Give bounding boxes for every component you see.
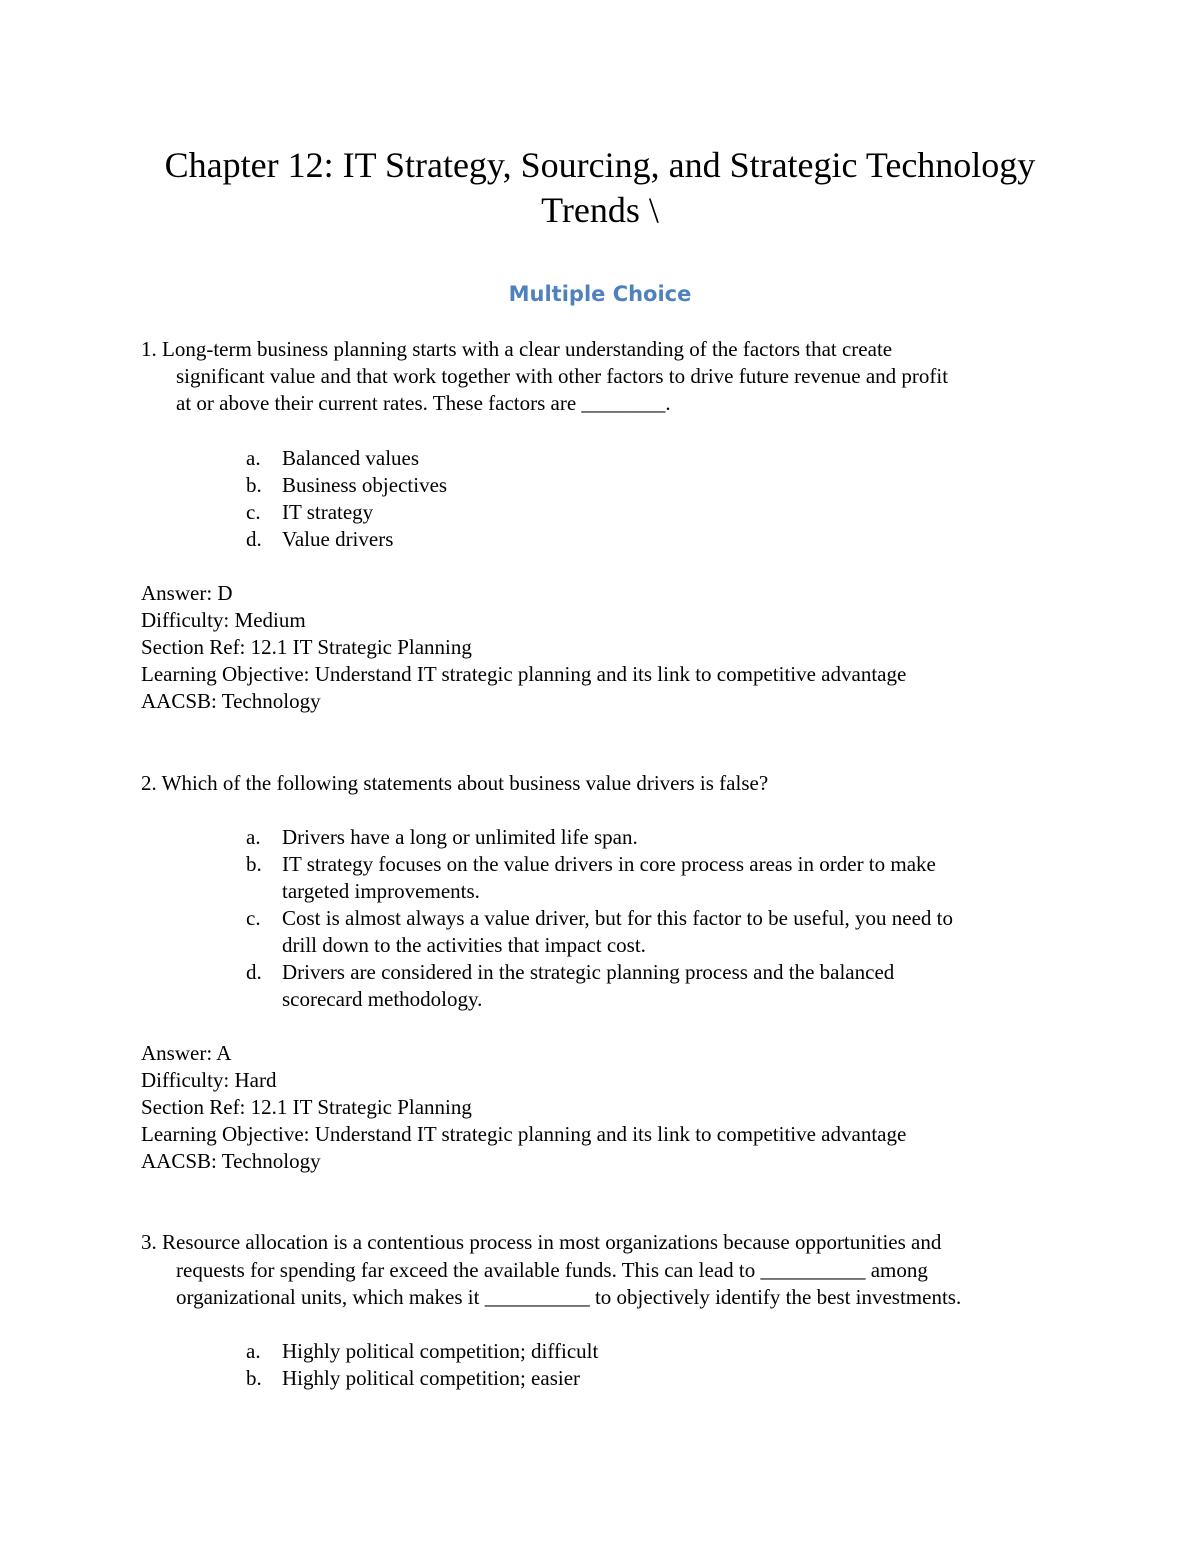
question-text-line: at or above their current rates. These factors are ________. — [176, 391, 671, 415]
option-text: IT strategy — [282, 500, 374, 524]
option-text: scorecard methodology. — [282, 987, 483, 1011]
option-text: Cost is almost always a value driver, but for this factor to be useful, you need to — [282, 906, 954, 930]
option-letter: a. — [246, 446, 261, 470]
section-heading: Multiple Choice — [508, 282, 692, 306]
aacsb: AACSB: Technology — [141, 1149, 321, 1173]
answer-key: Answer: D — [141, 581, 233, 605]
question-text-line: 3. Resource allocation is a contentious process in most organizations because opportunities and — [141, 1230, 942, 1254]
learning-objective: Learning Objective: Understand IT strategic planning and its link to competitive advantage — [141, 662, 907, 686]
question-text-line: significant value and that work together with other factors to drive future revenue and profit — [176, 364, 949, 388]
option-letter: d. — [246, 527, 262, 551]
difficulty: Difficulty: Hard — [141, 1068, 277, 1092]
option-letter: a. — [246, 1339, 261, 1363]
option-letter: d. — [246, 960, 262, 984]
option-letter: b. — [246, 473, 262, 497]
question-text-line: organizational units, which makes it __________ to objectively identify the best investments. — [176, 1285, 962, 1309]
question-text-line: 1. Long-term business planning starts with a clear understanding of the factors that create — [141, 337, 893, 361]
option-text: Highly political competition; difficult — [282, 1339, 599, 1363]
option-text: Drivers have a long or unlimited life span. — [282, 825, 638, 849]
option-letter: b. — [246, 1366, 262, 1390]
option-letter: c. — [246, 906, 261, 930]
difficulty: Difficulty: Medium — [141, 608, 306, 632]
aacsb: AACSB: Technology — [141, 689, 321, 713]
question-text-line: requests for spending far exceed the available funds. This can lead to __________ among — [176, 1258, 928, 1282]
option-text: Value drivers — [282, 527, 394, 551]
option-text: Drivers are considered in the strategic planning process and the balanced — [282, 960, 895, 984]
section-ref: Section Ref: 12.1 IT Strategic Planning — [141, 635, 472, 659]
option-text: Highly political competition; easier — [282, 1366, 581, 1390]
document-title-line-1: Chapter 12: IT Strategy, Sourcing, and Strategic Technology — [164, 145, 1036, 185]
question-text-line: 2. Which of the following statements about business value drivers is false? — [141, 771, 769, 795]
option-letter: b. — [246, 852, 262, 876]
option-letter: a. — [246, 825, 261, 849]
option-text: targeted improvements. — [282, 879, 480, 903]
option-letter: c. — [246, 500, 261, 524]
option-text: Balanced values — [282, 446, 420, 470]
document-title-line-2: Trends \ — [541, 190, 659, 230]
section-ref: Section Ref: 12.1 IT Strategic Planning — [141, 1095, 472, 1119]
answer-key: Answer: A — [141, 1041, 232, 1065]
option-text: IT strategy focuses on the value drivers in core process areas in order to make — [282, 852, 936, 876]
option-text: drill down to the activities that impact cost. — [282, 933, 646, 957]
option-text: Business objectives — [282, 473, 448, 497]
learning-objective: Learning Objective: Understand IT strategic planning and its link to competitive advantage — [141, 1122, 907, 1146]
